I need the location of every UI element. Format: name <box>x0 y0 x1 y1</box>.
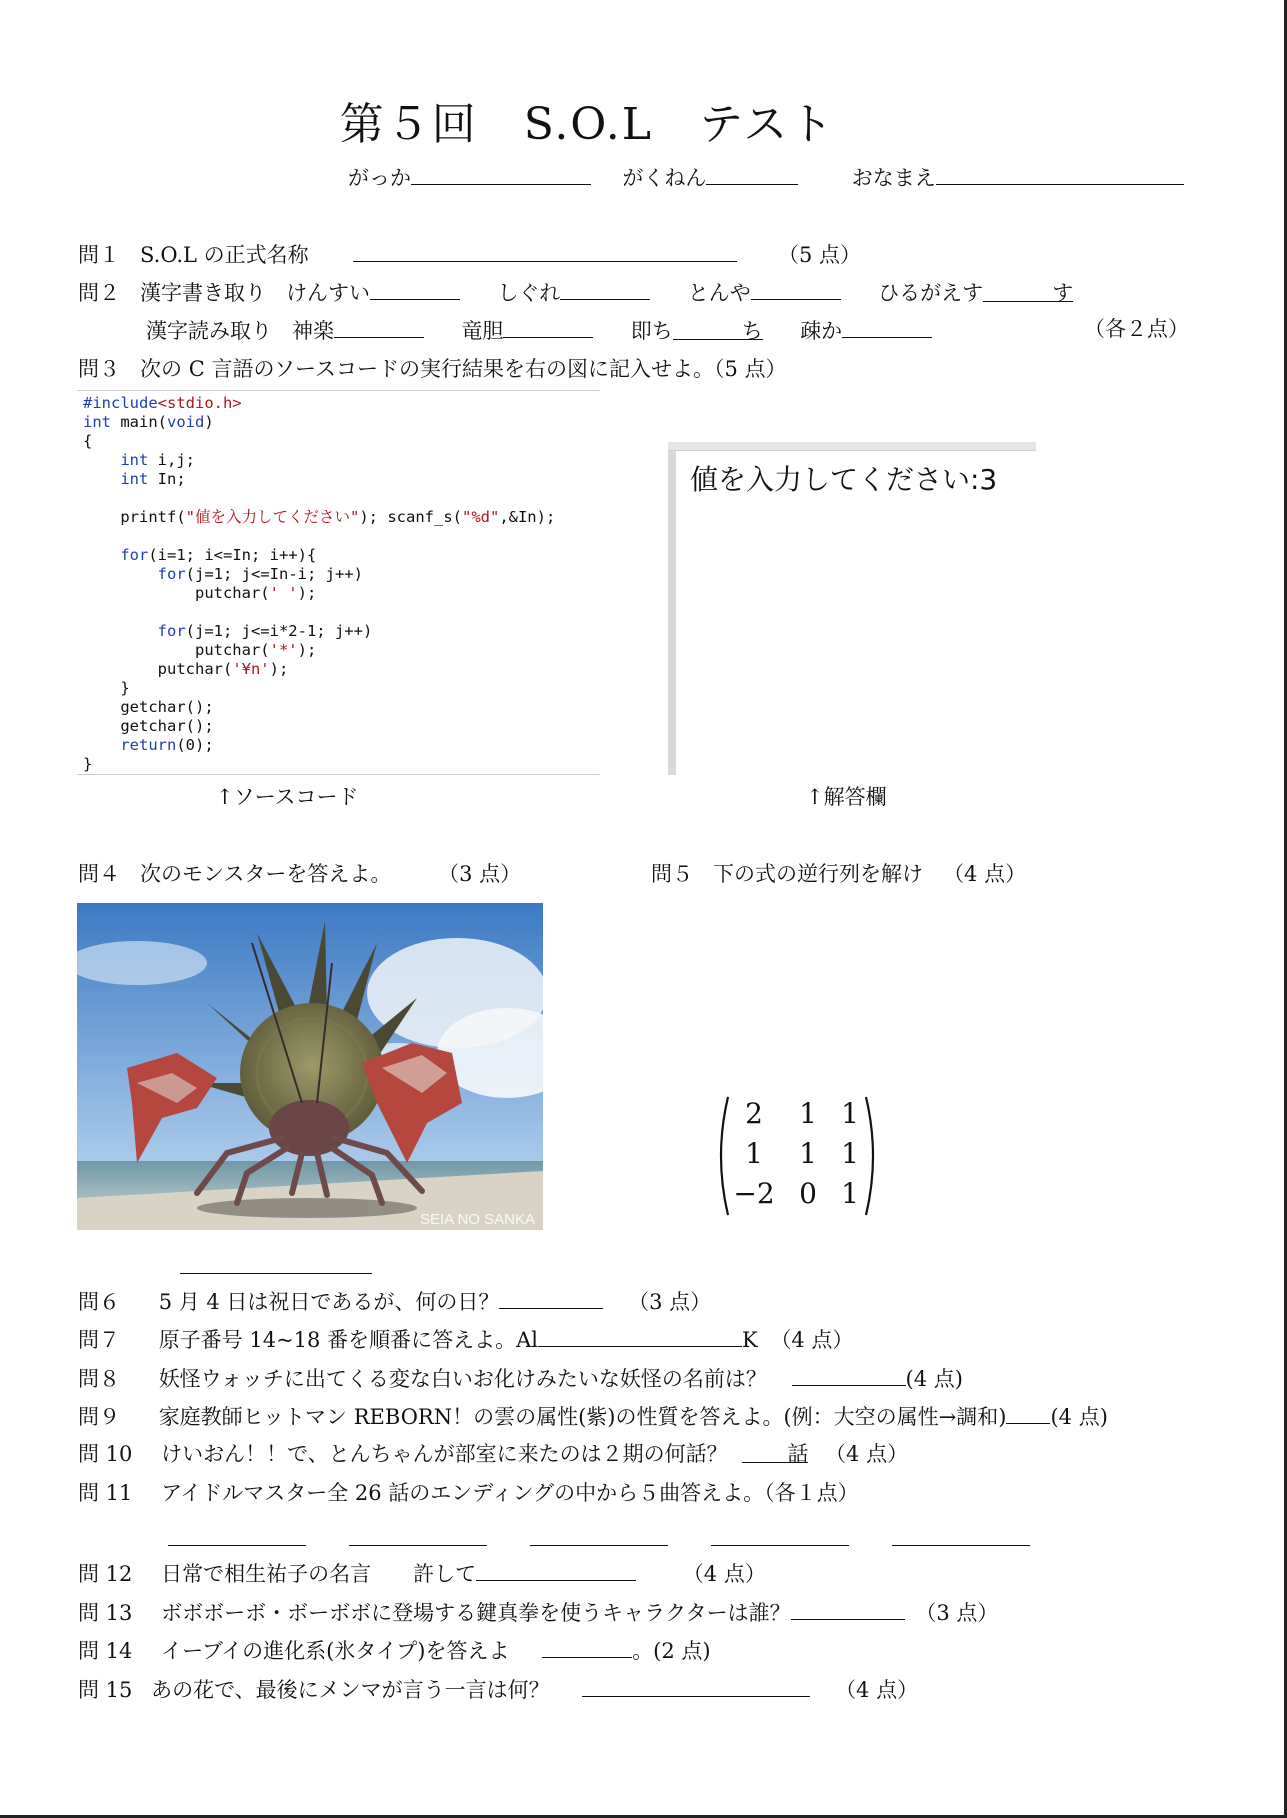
code-token: (j=1; j<=i*2-1; j++) <box>185 622 373 640</box>
q4-points: （3 点） <box>438 862 522 886</box>
q2-yomi-item: 神楽 <box>292 319 335 343</box>
q1-number: 問１ <box>78 243 120 267</box>
code-token: #include <box>83 394 158 412</box>
question-5 <box>651 860 1026 888</box>
code-token: <stdio.h> <box>157 394 242 412</box>
q14-after: 。(2 点) <box>632 1639 711 1663</box>
q6-number: 問６ <box>78 1290 120 1314</box>
matrix-cell: −2 <box>733 1177 775 1210</box>
q8-number: 問８ <box>78 1367 120 1391</box>
q6-answer-field[interactable] <box>499 1286 603 1309</box>
question-10 <box>78 1440 908 1468</box>
q2-number: 問２ <box>78 281 120 305</box>
code-token: (0); <box>176 736 214 754</box>
q9-text: 家庭教師ヒットマン REBORN！の雲の属性(紫)の性質を答えよ。(例：大空の属性→調和) <box>158 1405 1007 1429</box>
q14-text: イーブイの進化系(氷タイプ)を答えよ <box>161 1639 510 1663</box>
code-token: int <box>83 413 111 431</box>
q9-answer-field[interactable] <box>1006 1401 1050 1424</box>
q13-answer-field[interactable] <box>791 1597 905 1620</box>
q12-number: 問 12 <box>78 1562 133 1586</box>
source-code-panel <box>77 390 599 775</box>
q11-answer-field[interactable] <box>349 1545 487 1546</box>
code-token: for <box>120 546 149 564</box>
q6-text: 5 月 4 日は祝日であるが、何の日？ <box>158 1290 500 1314</box>
code-token: ); <box>269 660 289 678</box>
namae-field[interactable] <box>936 162 1184 185</box>
q2-points: （各２点） <box>1084 317 1189 341</box>
q2-kaki-item: しぐれ <box>497 281 561 305</box>
monster-image <box>77 903 543 1230</box>
question-2-reading <box>146 315 932 345</box>
q2-yomi-field[interactable] <box>334 315 424 338</box>
matrix <box>712 1095 882 1217</box>
gakunen-field[interactable] <box>706 162 798 185</box>
q11-number: 問 11 <box>78 1481 133 1505</box>
q11-answer-field[interactable] <box>711 1545 849 1546</box>
question-15 <box>78 1674 918 1704</box>
q2-yomi-field[interactable] <box>673 317 763 343</box>
student-info-line <box>348 162 1184 192</box>
code-token: putchar( <box>194 584 270 602</box>
code-token: return <box>120 736 177 754</box>
code-token: ); scanf_s( <box>359 508 462 526</box>
q12-answer-field[interactable] <box>476 1558 636 1581</box>
namae-label: おなまえ <box>851 166 936 190</box>
code-token: int <box>120 451 149 469</box>
question-4 <box>78 860 521 888</box>
gakka-field[interactable] <box>411 162 591 185</box>
code-token: (j=1; j<=In-i; j++) <box>185 565 363 583</box>
code-token: In; <box>148 470 186 488</box>
q10-number: 問 10 <box>78 1442 133 1466</box>
question-1 <box>78 239 861 269</box>
image-watermark: SEIA NO SANKA <box>419 1211 535 1228</box>
question-8 <box>78 1363 963 1393</box>
q15-answer-field[interactable] <box>582 1674 810 1697</box>
q2-yomi-suffix: ち <box>741 319 763 343</box>
q7-answer-field[interactable] <box>538 1324 742 1347</box>
q2-kaki-item: けんすい <box>286 281 371 305</box>
q11-answer-field[interactable] <box>168 1545 306 1546</box>
q2-yomi-field[interactable] <box>503 315 593 338</box>
code-token: void <box>167 413 205 431</box>
crab-monster-illustration <box>77 903 543 1230</box>
question-12 <box>78 1558 766 1588</box>
q13-number: 問 13 <box>78 1601 133 1625</box>
gakunen-label: がくねん <box>622 166 707 190</box>
left-paren-icon <box>712 1095 730 1217</box>
q11-answer-field[interactable] <box>530 1545 668 1546</box>
q2-yomi-field[interactable] <box>842 315 932 338</box>
q4-text: 次のモンスターを答えよ。 <box>140 862 392 886</box>
matrix-cell: 1 <box>799 1137 817 1170</box>
code-token: "値を入力してください" <box>185 508 360 526</box>
q4-number: 問４ <box>78 862 120 886</box>
matrix-cell: 0 <box>799 1177 817 1210</box>
console-answer-box[interactable] <box>668 448 1036 775</box>
q10-points: （4 点） <box>825 1442 909 1466</box>
q12-text: 日常で相生祐子の名言 許して <box>161 1562 477 1586</box>
code-token: for <box>157 565 186 583</box>
q4-answer-field[interactable] <box>180 1273 372 1274</box>
q5-text: 下の式の逆行列を解け <box>713 862 924 886</box>
q2-kaki-field[interactable] <box>751 277 841 300</box>
console-output: 値を入力してください:3 <box>690 463 998 496</box>
console-titlebar <box>668 442 1036 451</box>
page-title: 第５回 S.O.L テスト <box>339 99 836 150</box>
code-token: '¥n' <box>232 660 270 678</box>
q7-points: （4 点） <box>770 1328 854 1352</box>
q10-text: けいおん！！で、とんちゃんが部室に来たのは２期の何話？ <box>161 1442 728 1466</box>
code-token: (i=1; i<=In; i++){ <box>148 546 317 564</box>
code-token: } <box>83 755 93 773</box>
q15-text: あの花で、最後にメンマが言う一言は何？ <box>151 1678 550 1702</box>
gakka-label: がっか <box>348 166 411 190</box>
code-token: } <box>120 679 130 697</box>
q2-yomi-item: 竜胆 <box>461 319 504 343</box>
q3-text: 次の C 言語のソースコードの実行結果を右の図に記入せよ。（5 点） <box>140 357 787 381</box>
q1-points: （5 点） <box>778 243 862 267</box>
q2-kaki-field[interactable] <box>370 277 460 300</box>
q8-text: 妖怪ウォッチに出てくる変な白いお化けみたいな妖怪の名前は？ <box>158 1367 767 1391</box>
q2-kaki-item: とんや <box>687 281 751 305</box>
code-token: { <box>83 432 93 450</box>
q7-number: 問７ <box>78 1328 120 1352</box>
question-9 <box>78 1401 1108 1431</box>
q11-answer-field[interactable] <box>892 1545 1030 1546</box>
matrix-cell: 1 <box>799 1097 817 1130</box>
q2-yomi-item: 疎か <box>800 319 843 343</box>
code-token: ' ' <box>269 584 298 602</box>
q2-yomi-label: 漢字読み取り <box>146 319 272 343</box>
q2-kaki-suffix: す <box>1052 281 1074 305</box>
q7-text: 原子番号 14~18 番を順番に答えよ。Al <box>158 1328 538 1352</box>
q6-points: （3 点） <box>628 1290 712 1314</box>
code-token: getchar(); <box>120 717 214 735</box>
code-token: ); <box>297 641 317 659</box>
question-6 <box>78 1286 711 1316</box>
question-3 <box>78 355 787 383</box>
q14-number: 問 14 <box>78 1639 133 1663</box>
code-token: main( <box>111 413 167 431</box>
matrix-cell: 1 <box>841 1097 859 1130</box>
q5-number: 問５ <box>651 862 693 886</box>
q2-yomi-item: 即ち <box>630 319 673 343</box>
q11-text: アイドルマスター全 26 話のエンディングの中から５曲答えよ。（各１点） <box>161 1481 859 1505</box>
q12-points: （4 点） <box>682 1562 766 1586</box>
matrix-cell: 1 <box>841 1137 859 1170</box>
q2-kaki-label: 漢字書き取り <box>140 281 267 305</box>
q1-text: S.O.L の正式名称 <box>140 243 309 267</box>
question-11 <box>78 1479 859 1507</box>
matrix-cell: 1 <box>745 1137 763 1170</box>
question-13 <box>78 1597 998 1627</box>
code-token: '*' <box>269 641 298 659</box>
code-token: i,j; <box>148 451 195 469</box>
question-7 <box>78 1324 853 1354</box>
code-token: getchar(); <box>120 698 214 716</box>
code-token: ) <box>204 413 214 431</box>
q1-answer-field[interactable] <box>353 239 737 262</box>
q5-points: （4 点） <box>943 862 1027 886</box>
code-token: putchar( <box>157 660 233 678</box>
q13-points: （3 点） <box>915 1601 999 1625</box>
q10-answer-field[interactable] <box>742 1440 809 1466</box>
q2-kaki-field[interactable] <box>560 277 650 300</box>
q7-after: K <box>741 1328 758 1352</box>
code-token: int <box>120 470 149 488</box>
q3-number: 問３ <box>78 357 120 381</box>
q10-suffix: 話 <box>787 1442 809 1466</box>
q2-kaki-item: ひるがえす <box>878 281 984 305</box>
question-2 <box>78 277 1073 307</box>
question-14 <box>78 1635 711 1665</box>
q13-text: ボボボーボ・ボーボボに登場する鍵真拳を使うキャラクターは誰？ <box>161 1601 791 1625</box>
q14-answer-field[interactable] <box>542 1635 632 1658</box>
q8-points: (4 点) <box>905 1367 963 1391</box>
code-caption: ↑ソースコード <box>216 785 359 809</box>
matrix-cell: 2 <box>745 1097 763 1130</box>
matrix-cell: 1 <box>841 1177 859 1210</box>
code-token: for <box>157 622 186 640</box>
q15-number: 問 15 <box>78 1678 133 1702</box>
q9-points: (4 点) <box>1050 1405 1108 1429</box>
code-token: "%d" <box>461 508 500 526</box>
q9-number: 問９ <box>78 1405 120 1429</box>
q8-answer-field[interactable] <box>792 1363 906 1386</box>
code-token: putchar( <box>194 641 270 659</box>
answer-caption: ↑解答欄 <box>806 785 887 809</box>
q15-points: （4 点） <box>835 1678 919 1702</box>
code-token: printf( <box>120 508 186 526</box>
code-token: ,&In); <box>499 508 556 526</box>
code-token: ); <box>297 584 317 602</box>
q2-kaki-field[interactable] <box>983 279 1074 305</box>
